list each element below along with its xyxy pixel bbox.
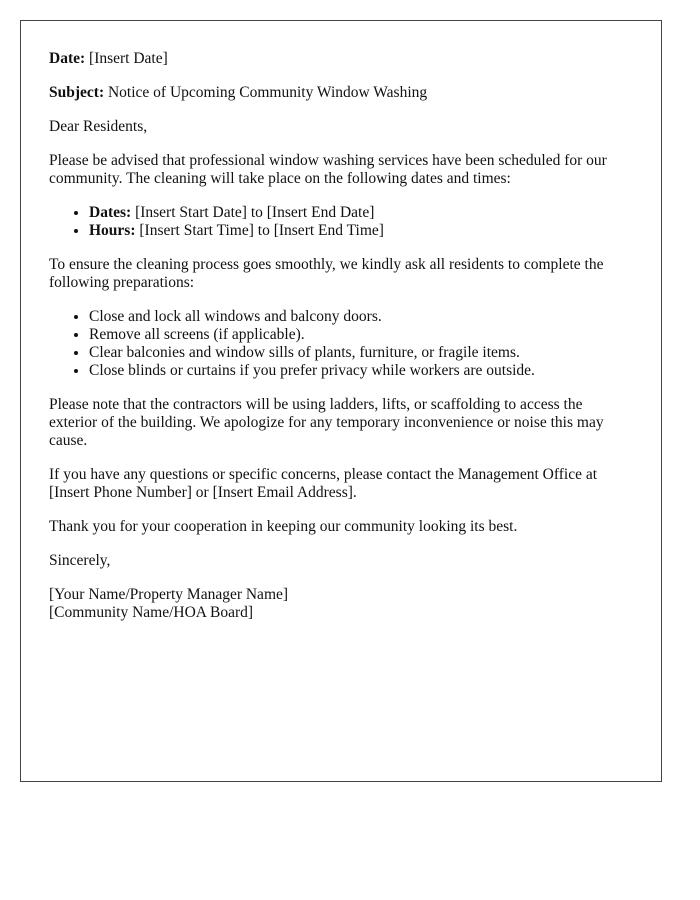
- letter: [20, 20, 662, 782]
- thanks-paragraph: Thank you for your cooperation in keeping our community looking its best.: [49, 518, 518, 535]
- note-paragraph: Please note that the contractors will be using ladders, lifts, or scaffolding to access the exterior of the building. We apologize for any temporary inconvenience or noise this may cause.: [49, 396, 604, 449]
- subject-line: [49, 84, 633, 102]
- schedule-value: [Insert Start Time] to [Insert End Time]: [139, 222, 384, 239]
- signature-name: [Your Name/Property Manager Name]: [49, 586, 289, 603]
- list-item: • Clear balconies and window sills of plants, furniture, or fragile items.: [89, 344, 633, 362]
- date-value: [Insert Date]: [89, 50, 168, 67]
- subject-value: Notice of Upcoming Community Window Washing: [107, 84, 428, 101]
- list-item: • Close blinds or curtains if you prefer privacy while workers are outside.: [89, 362, 633, 380]
- date-line: [49, 50, 633, 68]
- preparations-list: [49, 308, 633, 380]
- contact-paragraph: If you have any questions or specific concerns, please contact the Management Office at [Insert Phone Number] or [Insert Email Address].: [49, 466, 598, 501]
- signature-organization: [Community Name/HOA Board]: [49, 604, 254, 621]
- greeting: Dear Residents,: [49, 118, 148, 135]
- schedule-label: Hours:: [89, 222, 136, 239]
- schedule-value: [Insert Start Date] to [Insert End Date]: [135, 204, 375, 221]
- schedule-label: Dates:: [89, 204, 132, 221]
- date-label: Date:: [49, 50, 86, 67]
- subject-label: Subject:: [49, 84, 105, 101]
- signature: [49, 586, 633, 622]
- schedule-list: [49, 204, 633, 240]
- closing: Sincerely,: [49, 552, 111, 569]
- intro-paragraph: Please be advised that professional window washing services have been scheduled for our community. The cleaning will take place on the following dates and times:: [49, 152, 607, 187]
- list-item: [89, 222, 633, 240]
- list-item: • Remove all screens (if applicable).: [89, 326, 633, 344]
- list-item: • Close and lock all windows and balcony doors.: [89, 308, 633, 326]
- preparations-intro: To ensure the cleaning process goes smoothly, we kindly ask all residents to complete the following preparations:: [49, 256, 604, 291]
- list-item: [89, 204, 633, 222]
